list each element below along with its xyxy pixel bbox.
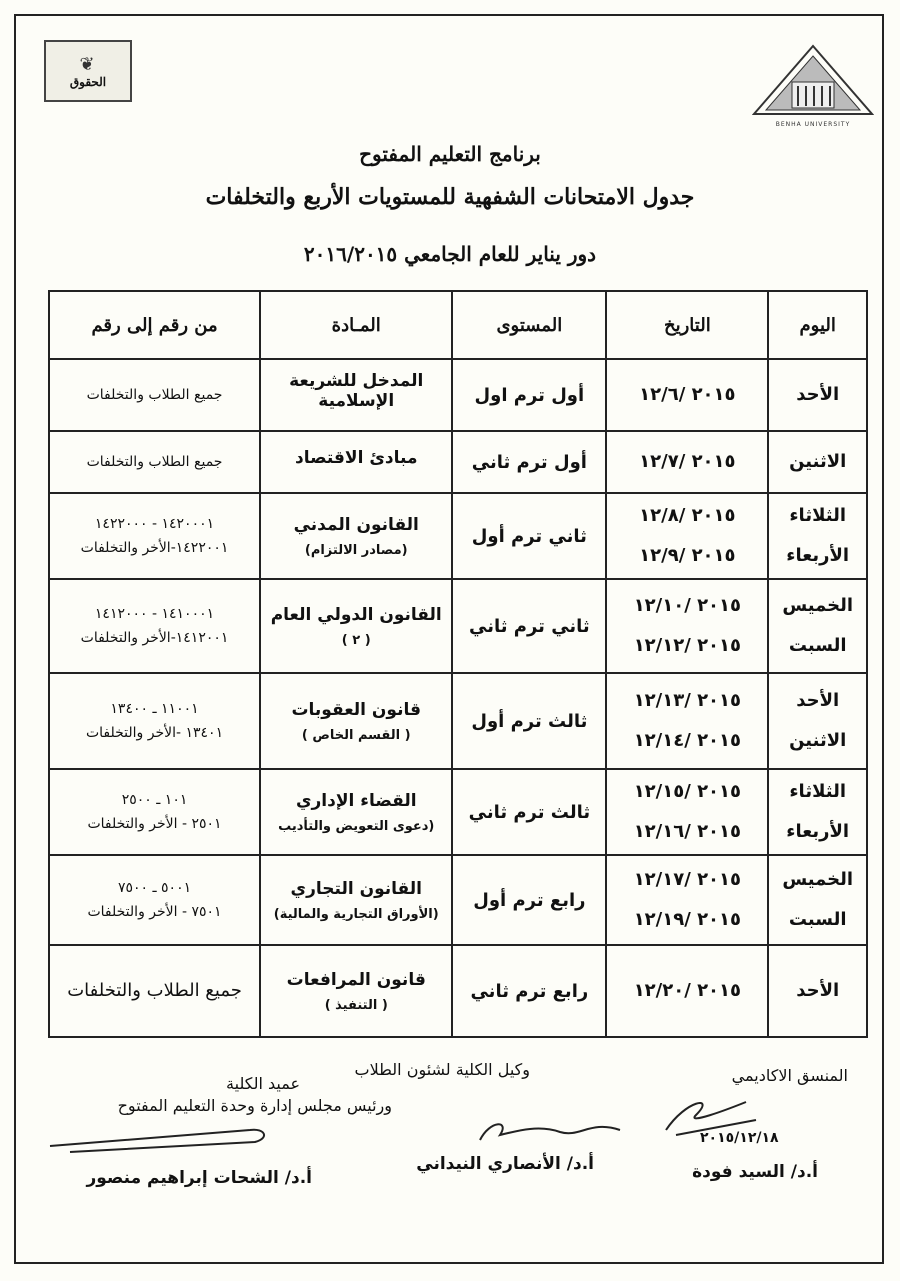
table-row [49,945,867,1037]
dean-title-text: عميد الكلية [226,1074,300,1093]
header-subject: المـادة [260,291,452,359]
date-cell [606,579,768,673]
subject-detail: ( التنفيذ ) [324,997,388,1013]
date: ٢٠١٥ /١٢/١٩ [633,909,742,930]
day: السبت [788,635,847,656]
date: ٢٠١٥ /١٢/١٠ [633,595,742,616]
dean-name: أ.د/ الشحات إبراهيم منصور [86,1168,312,1188]
range-line: جميع الطلاب والتخلفات [67,980,242,1001]
subject-name: قانون العقوبات [291,699,421,720]
range-cell [49,431,260,493]
subject-name: القانون المدني [293,514,419,535]
day: السبت [788,909,847,930]
range-line: جميع الطلاب والتخلفات [86,387,223,403]
table-row [49,359,867,431]
level-cell: ثاني ترم ثاني [452,579,606,673]
table-row [49,493,867,579]
date-cell [606,493,768,579]
faculty-logo-text: الحقوق [69,74,107,89]
coordinator-name: أ.د/ السيد فودة [692,1162,818,1182]
range-line: ١٠١ ـ ٢٥٠٠ [121,792,188,808]
range-line: ٧٥٠١ - الأخر والتخلفات [87,904,222,920]
day-cell [768,673,867,769]
subject-cell [260,855,452,945]
vice-dean-name: أ.د/ الأنصاري النيداني [416,1154,594,1174]
subject-name: القانون الدولي العام [270,604,442,625]
day: الخميس [782,595,854,616]
date-cell [606,431,768,493]
subject-cell [260,769,452,855]
date: ٢٠١٥ /١٢/١٧ [633,869,742,890]
day-cell [768,579,867,673]
university-logo-text: BENHA UNIVERSITY [775,121,851,128]
day: الثلاثاء [789,505,847,526]
day-cell [768,945,867,1037]
level-cell: ثالث ترم أول [452,673,606,769]
range-line: ١١٠٠١ ـ ١٣٤٠٠ [110,701,199,717]
subject-name: مبادئ الاقتصاد [294,448,418,468]
table-row [49,431,867,493]
range-cell [49,359,260,431]
date: ٢٠١٥ /١٢/٢٠ [633,980,742,1001]
subject-cell [260,579,452,673]
subject-detail: (دعوى التعويض والتأديب [278,818,435,834]
level-cell: رابع ترم ثاني [452,945,606,1037]
exam-schedule-table [48,290,868,1038]
range-line: ٢٥٠١ - الأخر والتخلفات [87,816,222,832]
subject-detail: ( ٢ ) [341,632,371,648]
subject-detail: (مصادر الالتزام) [304,542,408,558]
table-header-row [49,291,867,359]
day-cell [768,493,867,579]
date-cell [606,855,768,945]
range-cell [49,579,260,673]
day-cell [768,855,867,945]
level-cell: ثاني ترم أول [452,493,606,579]
range-line: ١٣٤٠١ -الأخر والتخلفات [85,725,224,741]
range-cell [49,769,260,855]
level-cell: أول ترم اول [452,359,606,431]
level-cell: أول ترم ثاني [452,431,606,493]
subject-cell [260,673,452,769]
date: ٢٠١٥ /١٢/٩ [639,545,736,566]
day-cell [768,769,867,855]
range-cell [49,855,260,945]
date-cell [606,359,768,431]
subject-name: القانون التجاري [290,878,422,899]
day-cell [768,359,867,431]
day: الاثنين [789,730,847,751]
day: الأحد [796,980,840,1001]
pyramid-icon [752,44,874,124]
program-title: برنامج التعليم المفتوح [359,142,541,166]
day: الاثنين [789,451,847,472]
header-date: التاريخ [606,291,768,359]
date: ٢٠١٥ /١٢/١٤ [633,730,742,751]
subject-cell [260,431,452,493]
faculty-logo [44,40,132,102]
day: الخميس [782,869,854,890]
dean-signature [40,1116,280,1156]
date: ٢٠١٥ /١٢/٦ [639,384,736,405]
laurel-icon: ❦ [79,53,97,75]
subject-cell [260,493,452,579]
table-row [49,769,867,855]
day: الأربعاء [786,545,850,566]
range-cell [49,493,260,579]
date: ٢٠١٥ /١٢/٧ [639,451,736,472]
date: ٢٠١٥ /١٢/٨ [639,505,736,526]
day: الأحد [796,384,840,405]
day: الثلاثاء [789,781,847,802]
subject-cell [260,359,452,431]
date: ٢٠١٥ /١٢/١٦ [633,821,742,842]
day: الأربعاء [786,821,850,842]
range-cell [49,673,260,769]
day: الأحد [796,690,840,711]
dean-title [226,1074,300,1093]
date: ٢٠١٥ /١٢/١٢ [633,635,742,656]
range-line: ١٤٢٢٠٠١-الأخر والتخلفات [80,540,229,556]
vice-dean-signature [470,1110,630,1150]
session-title: دور يناير للعام الجامعي ٢٠١٦/٢٠١٥ [303,242,597,266]
schedule-title: جدول الامتحانات الشفهية للمستويات الأربع والتخلفات [205,184,695,210]
header-level: المستوى [452,291,606,359]
day-cell [768,431,867,493]
dean-subtitle [118,1096,392,1115]
range-line: جميع الطلاب والتخلفات [86,454,223,470]
date-cell [606,769,768,855]
vice-dean-title [355,1060,530,1079]
dean-subtitle-text: ورئيس مجلس إدارة وحدة التعليم المفتوح [117,1096,392,1115]
range-line: ١٤٢٠٠٠١ - ١٤٢٢٠٠٠ [94,516,215,532]
table-row [49,855,867,945]
date: ٢٠١٥ /١٢/١٥ [633,781,742,802]
university-logo [752,44,874,126]
range-line: ١٤١٢٠٠١-الأخر والتخلفات [80,630,229,646]
table-row [49,579,867,673]
subject-detail: (الأوراق التجارية والمالية) [273,906,439,922]
range-line: ١٤١٠٠٠١ - ١٤١٢٠٠٠ [94,606,215,622]
coordinator-title [732,1066,848,1085]
date-cell [606,945,768,1037]
level-cell: رابع ترم أول [452,855,606,945]
subject-name: المدخل للشريعة الإسلامية [289,371,424,411]
subject-name: قانون المرافعات [286,969,426,990]
date-cell [606,673,768,769]
range-line: ٥٠٠١ ـ ٧٥٠٠ [117,880,192,896]
subject-name: القضاء الإداري [295,790,417,811]
header-range: من رقم إلى رقم [49,291,260,359]
date: ٢٠١٥ /١٢/١٣ [633,690,742,711]
table-row [49,673,867,769]
vice-dean-title-text: وكيل الكلية لشئون الطلاب [354,1060,530,1079]
subject-detail: ( القسم الخاص ) [301,727,411,743]
coordinator-date: ٢٠١٥/١٢/١٨ [700,1130,779,1146]
range-cell [49,945,260,1037]
subject-cell [260,945,452,1037]
coordinator-title-text: المنسق الاكاديمي [731,1066,848,1085]
level-cell: ثالث ترم ثاني [452,769,606,855]
header-day: اليوم [768,291,867,359]
